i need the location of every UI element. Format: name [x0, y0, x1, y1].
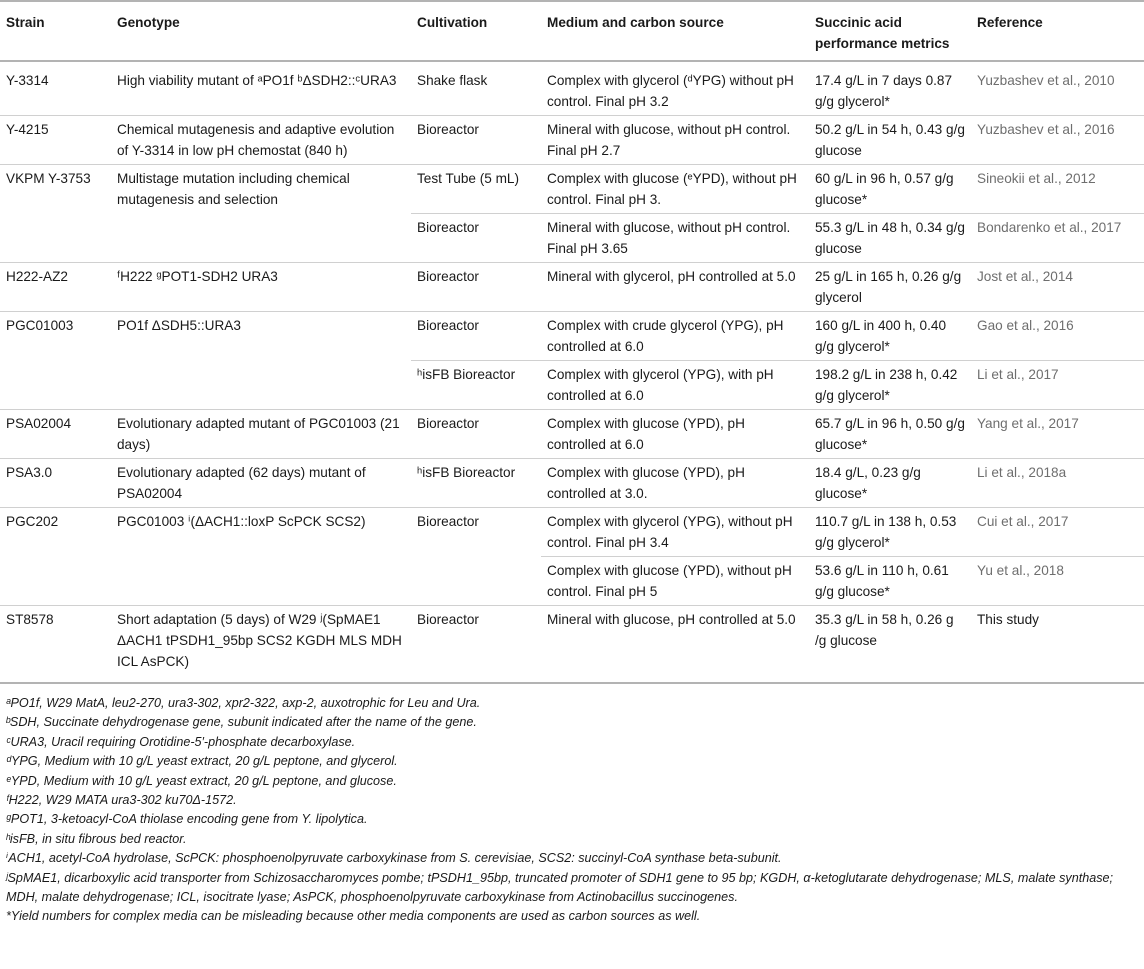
cell-strain: PSA3.0	[0, 459, 111, 508]
cell-reference: Sineokii et al., 2012	[971, 165, 1144, 214]
cell-medium: Mineral with glucose, pH controlled at 5.0	[541, 606, 809, 684]
cell-metrics: 110.7 g/L in 138 h, 0.53 g/g glycerol*	[809, 508, 971, 557]
cell-genotype	[111, 361, 411, 410]
footnote: ᶜURA3, Uracil requiring Orotidine-5′-phosphate decarboxylase.	[6, 734, 356, 749]
cell-strain	[0, 557, 111, 606]
cell-medium: Complex with glucose (ᵉYPD), without pH control. Final pH 3.	[541, 165, 809, 214]
table-row	[0, 116, 1144, 165]
cell-reference: This study	[971, 606, 1144, 684]
cell-cultivation: Bioreactor	[411, 214, 541, 263]
table-row	[0, 61, 1144, 116]
table-row	[0, 263, 1144, 312]
cell-strain: ST8578	[0, 606, 111, 684]
cell-medium: Mineral with glycerol, pH controlled at 5.0	[541, 263, 809, 312]
table-header	[0, 1, 1144, 61]
cell-genotype	[111, 557, 411, 606]
cell-medium: Complex with glycerol (YPG), without pH control. Final pH 3.4	[541, 508, 809, 557]
cell-cultivation	[411, 557, 541, 606]
footnote: ᵉYPD, Medium with 10 g/L yeast extract, 20 g/L peptone, and glucose.	[6, 773, 397, 788]
cell-metrics: 17.4 g/L in 7 days 0.87 g/g glycerol*	[815, 73, 953, 109]
cell-reference: Yang et al., 2017	[971, 410, 1144, 459]
header-strain: Strain	[0, 1, 111, 61]
cell-reference: Yu et al., 2018	[971, 557, 1144, 606]
cell-medium: Complex with glucose (YPD), pH controlled at 3.0.	[541, 459, 809, 508]
cell-reference: Bondarenko et al., 2017	[971, 214, 1144, 263]
cell-cultivation: Bioreactor	[411, 263, 541, 312]
cell-reference: Cui et al., 2017	[971, 508, 1144, 557]
footnote: *Yield numbers for complex media can be misleading because other media components are used as carbon sources as well.	[6, 909, 701, 924]
cell-genotype: Evolutionary adapted mutant of PGC01003 (21 days)	[111, 410, 411, 459]
cell-genotype: Evolutionary adapted (62 days) mutant of PSA02004	[111, 459, 411, 508]
cell-strain	[0, 214, 111, 263]
table-row	[0, 312, 1144, 361]
cell-cultivation: ʰisFB Bioreactor	[411, 361, 541, 410]
cell-cultivation: Bioreactor	[411, 410, 541, 459]
table-row	[0, 410, 1144, 459]
cell-metrics: 198.2 g/L in 238 h, 0.42 g/g glycerol*	[809, 361, 971, 410]
footnote: ʲSpMAE1, dicarboxylic acid transporter from Schizosaccharomyces pombe; tPSDH1_95bp, truncated promoter of SDH1 gene to 95 bp; KGDH, α-ketoglutarate dehydrogenase; MLS, malate synthase; MDH, malate dehydrogenase; ICL, isocitrate lyase; AsPCK, phosphoenolpyruvate carboxykinase from Actinobacillus succinogenes.	[6, 870, 1114, 905]
table-row	[0, 508, 1144, 557]
cell-reference: Li et al., 2017	[971, 361, 1144, 410]
cell-strain: PSA02004	[0, 410, 111, 459]
cell-cultivation: ʰisFB Bioreactor	[411, 459, 541, 508]
footnote: ᵍPOT1, 3-ketoacyl-CoA thiolase encoding gene from Y. lipolytica.	[6, 812, 368, 827]
cell-genotype: Chemical mutagenesis and adaptive evolution of Y-3314 in low pH chemostat (840 h)	[111, 116, 411, 165]
table-body	[0, 61, 1144, 683]
footnote: ᵇSDH, Succinate dehydrogenase gene, subunit indicated after the name of the gene.	[6, 715, 477, 730]
cell-genotype: Short adaptation (5 days) of W29 ʲ(SpMAE1 ΔACH1 tPSDH1_95bp SCS2 KGDH MLS MDH ICL AsPCK)	[111, 606, 411, 684]
header-row	[0, 1, 1144, 61]
table-row	[0, 459, 1144, 508]
table-row	[0, 557, 1144, 606]
cell-medium: Complex with glycerol (YPG), with pH controlled at 6.0	[541, 361, 809, 410]
cell-metrics: 55.3 g/L in 48 h, 0.34 g/g glucose	[809, 214, 971, 263]
footnote: ᶠH222, W29 MATA ura3-302 ku70Δ-1572.	[6, 793, 237, 808]
cell-metrics: 35.3 g/L in 58 h, 0.26 g /g glucose	[809, 606, 971, 684]
header-genotype: Genotype	[111, 1, 411, 61]
cell-genotype: High viability mutant of ᵃPO1f ᵇΔSDH2::ᶜURA3	[117, 73, 397, 88]
cell-reference: Yuzbashev et al., 2016	[971, 116, 1144, 165]
cell-medium: Mineral with glucose, without pH control. Final pH 3.65	[541, 214, 809, 263]
table-row	[0, 606, 1144, 684]
cell-metrics: 18.4 g/L, 0.23 g/g glucose*	[809, 459, 971, 508]
cell-reference: Li et al., 2018a	[971, 459, 1144, 508]
cell-cultivation: Bioreactor	[411, 606, 541, 684]
cell-cultivation: Bioreactor	[411, 116, 541, 165]
cell-metrics: 65.7 g/L in 96 h, 0.50 g/g glucose*	[809, 410, 971, 459]
cell-medium: Complex with crude glycerol (YPG), pH controlled at 6.0	[541, 312, 809, 361]
cell-metrics: 160 g/L in 400 h, 0.40 g/g glycerol*	[809, 312, 971, 361]
cell-metrics: 53.6 g/L in 110 h, 0.61 g/g glucose*	[809, 557, 971, 606]
cell-strain: PGC01003	[0, 312, 111, 361]
table-row	[0, 165, 1144, 214]
table-row	[0, 214, 1144, 263]
footnote: ᵈYPG, Medium with 10 g/L yeast extract, 20 g/L peptone, and glycerol.	[6, 754, 398, 769]
cell-genotype: ᶠH222 ᵍPOT1-SDH2 URA3	[111, 263, 411, 312]
cell-metrics: 60 g/L in 96 h, 0.57 g/g glucose*	[809, 165, 971, 214]
header-metrics: Succinic acid performance metrics	[809, 1, 971, 61]
cell-medium: Complex with glucose (YPD), pH controlled at 6.0	[541, 410, 809, 459]
cell-cultivation: Shake flask	[417, 73, 488, 88]
header-reference: Reference	[971, 1, 1144, 61]
cell-cultivation: Test Tube (5 mL)	[411, 165, 541, 214]
cell-strain: H222-AZ2	[0, 263, 111, 312]
header-cultivation: Cultivation	[411, 1, 541, 61]
cell-strain	[0, 361, 111, 410]
header-medium: Medium and carbon source	[541, 1, 809, 61]
cell-medium: Complex with glucose (YPD), without pH control. Final pH 5	[541, 557, 809, 606]
footnote: ʰisFB, in situ fibrous bed reactor.	[6, 831, 187, 846]
cell-cultivation: Bioreactor	[411, 312, 541, 361]
table-row	[0, 361, 1144, 410]
cell-medium: Mineral with glucose, without pH control. Final pH 2.7	[541, 116, 809, 165]
cell-reference: Jost et al., 2014	[971, 263, 1144, 312]
cell-genotype	[111, 214, 411, 263]
cell-metrics: 25 g/L in 165 h, 0.26 g/g glycerol	[809, 263, 971, 312]
cell-genotype: PO1f ΔSDH5::URA3	[111, 312, 411, 361]
cell-strain: PGC202	[0, 508, 111, 557]
cell-genotype: Multistage mutation including chemical mutagenesis and selection	[111, 165, 411, 214]
cell-strain: VKPM Y-3753	[0, 165, 111, 214]
table-footnotes	[0, 684, 1144, 927]
footnote: ⁱACH1, acetyl-CoA hydrolase, ScPCK: phosphoenolpyruvate carboxykinase from S. cerevisiae, SCS2: succinyl-CoA synthase beta-subunit.	[6, 851, 782, 866]
cell-medium: Complex with glycerol (ᵈYPG) without pH control. Final pH 3.2	[547, 73, 794, 109]
footnote: ᵃPO1f, W29 MatA, leu2-270, ura3-302, xpr2-322, axp-2, auxotrophic for Leu and Ura.	[6, 696, 481, 710]
cell-strain: Y-4215	[0, 116, 111, 165]
cell-cultivation: Bioreactor	[411, 508, 541, 557]
cell-reference: Gao et al., 2016	[971, 312, 1144, 361]
cell-reference: Yuzbashev et al., 2010	[977, 73, 1115, 88]
cell-metrics: 50.2 g/L in 54 h, 0.43 g/g glucose	[809, 116, 971, 165]
cell-genotype: PGC01003 ⁱ(ΔACH1::loxP ScPCK SCS2)	[111, 508, 411, 557]
cell-strain: Y-3314	[6, 73, 49, 88]
